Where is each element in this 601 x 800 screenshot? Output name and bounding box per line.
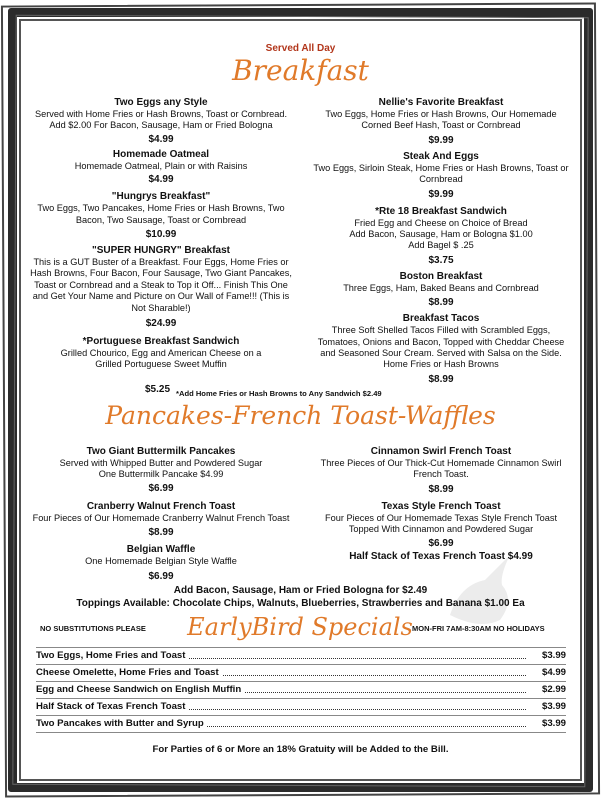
item-name: Cinnamon Swirl French Toast bbox=[370, 446, 512, 457]
earlybird-price: $4.99 bbox=[539, 665, 566, 681]
item-desc: Three Soft Shelled Tacos Filled with Scrambled Eggs, Tomatoes, Onions and Bacon, Topped with Cheddar Cheese and Seasoned Sour Cream. Served with Salsa on the Side. Home Fries or Hash Browns bbox=[317, 325, 565, 370]
item-name: "SUPER HUNGRY" Breakfast bbox=[91, 245, 231, 257]
item-price: $5.25 bbox=[145, 384, 171, 395]
earlybird-row bbox=[36, 699, 566, 715]
item-name: Two Eggs any Style bbox=[114, 97, 208, 108]
earlybird-hours: MON-FRI 7AM-8:30AM NO HOLIDAYS bbox=[412, 624, 545, 633]
earlybird-label: Egg and Cheese Sandwich on English Muffin bbox=[36, 682, 244, 698]
item-desc: This is a GUT Buster of a Breakfast. Four Eggs, Home Fries or Hash Browns, Four Bacon, Four Sausage, Two Giant Pancakes, Toast or Cornbread and a Steak to Top it Off... Finish This One and Get Your Name and Picture on Our Wall of Fame!!! (This is Not Sharable!) bbox=[30, 257, 292, 313]
item-desc: Four Pieces of Our Homemade Texas Style French Toast Topped With Cinnamon and Powdered Sugar bbox=[325, 512, 557, 535]
item-price: $8.99 bbox=[428, 483, 454, 495]
item-desc: One Homemade Belgian Style Waffle bbox=[85, 556, 237, 567]
item-price: $4.99 bbox=[148, 174, 174, 186]
item-price: $6.99 bbox=[148, 482, 174, 494]
item-name: *Portuguese Breakfast Sandwich bbox=[82, 336, 240, 348]
item-price: $6.99 bbox=[148, 570, 174, 582]
earlybird-row bbox=[36, 682, 566, 698]
item-price: $4.99 bbox=[148, 133, 174, 145]
item-price: $9.99 bbox=[428, 188, 454, 200]
item-price: $6.99 bbox=[428, 537, 454, 549]
item-price: $10.99 bbox=[145, 229, 177, 241]
item-desc: Two Eggs, Home Fries or Hash Browns, Our Homemade Corned Beef Hash, Toast or Cornbread bbox=[325, 109, 557, 131]
item-name: Boston Breakfast bbox=[399, 270, 483, 282]
earlybird-label: Two Pancakes with Butter and Syrup bbox=[36, 716, 207, 732]
earlybird-price: $3.99 bbox=[539, 699, 566, 715]
item-name: Cranberry Walnut French Toast bbox=[86, 500, 236, 512]
item-price: $8.99 bbox=[428, 373, 454, 385]
earlybird-price: $3.99 bbox=[539, 716, 566, 732]
sandwich-note: *Add Home Fries or Hash Browns to Any Sandwich $2.49 bbox=[176, 389, 382, 398]
breakfast-right-column bbox=[310, 97, 572, 386]
item-desc: Fried Egg and Cheese on Choice of Bread bbox=[354, 217, 528, 228]
breakfast-left-column bbox=[30, 97, 292, 371]
item-name: Homemade Oatmeal bbox=[112, 148, 210, 160]
item-desc-extra: One Buttermilk Pancake $4.99 bbox=[98, 469, 224, 480]
item-price: $24.99 bbox=[145, 318, 177, 330]
no-substitutions: NO SUBSTITUTIONS PLEASE bbox=[40, 624, 146, 633]
earlybird-row bbox=[36, 665, 566, 681]
item-desc: Four Pieces of Our Homemade Cranberry Walnut French Toast bbox=[32, 512, 290, 523]
earlybird-price: $3.99 bbox=[539, 648, 566, 664]
item-name: *Rte 18 Breakfast Sandwich bbox=[375, 205, 507, 217]
item-name: Nellie's Favorite Breakfast bbox=[378, 97, 504, 108]
item-desc: Grilled Chourico, Egg and American Cheese on a Grilled Portuguese Sweet Muffin bbox=[60, 348, 262, 370]
item-desc-extra: Add Bacon, Sausage, Ham or Bologna $1.00 bbox=[349, 229, 533, 240]
earlybird-title: EarlyBird Specials bbox=[187, 613, 413, 641]
item-desc: Two Eggs, Two Pancakes, Home Fries or Hash Browns, Two Bacon, Two Sausage, Toast or Cornbread bbox=[37, 203, 285, 225]
item-price: $3.75 bbox=[428, 254, 454, 266]
item-desc: Three Pieces of Our Thick-Cut Homemade Cinnamon Swirl French Toast. bbox=[320, 458, 562, 480]
item-price: $9.99 bbox=[428, 134, 454, 146]
item-price: $8.99 bbox=[428, 297, 454, 309]
earlybird-row bbox=[36, 716, 566, 732]
served-all-day: Served All Day bbox=[265, 43, 336, 54]
earlybird-price: $2.99 bbox=[539, 682, 566, 698]
earlybird-label: Half Stack of Texas French Toast bbox=[36, 699, 188, 715]
toppings: Toppings Available: Chocolate Chips, Walnuts, Blueberries, Strawberries and Banana $1.00 Ea bbox=[76, 598, 525, 609]
earlybird-label: Cheese Omelette, Home Fries and Toast bbox=[36, 665, 222, 681]
item-desc: Three Eggs, Ham, Baked Beans and Cornbread bbox=[343, 282, 539, 293]
item-name: Steak And Eggs bbox=[403, 150, 479, 162]
add-meats: Add Bacon, Sausage, Ham or Fried Bologna for $2.49 bbox=[173, 585, 428, 596]
item-name: Breakfast Tacos bbox=[402, 313, 480, 325]
earlybird-label: Two Eggs, Home Fries and Toast bbox=[36, 648, 188, 664]
half-stack-texas: Half Stack of Texas French Toast $4.99 bbox=[349, 550, 533, 562]
item-price: $8.99 bbox=[148, 527, 174, 539]
item-desc: Homemade Oatmeal, Plain or with Raisins bbox=[74, 160, 248, 171]
item-desc: Served with Whipped Butter and Powdered Sugar bbox=[59, 458, 263, 468]
item-name: "Hungrys Breakfast" bbox=[111, 191, 211, 203]
item-name: Two Giant Buttermilk Pancakes bbox=[86, 446, 236, 457]
item-name: Belgian Waffle bbox=[126, 544, 196, 556]
item-desc: Two Eggs, Sirloin Steak, Home Fries or Hash Browns, Toast or Cornbread bbox=[313, 162, 569, 185]
item-name: Texas Style French Toast bbox=[381, 500, 501, 512]
item-desc: Served with Home Fries or Hash Browns, Toast or Cornbread. Add $2.00 For Bacon, Sausage, Ham or Fried Bologna bbox=[34, 109, 288, 131]
pancakes-right-column bbox=[310, 446, 572, 563]
divider bbox=[36, 732, 566, 733]
earlybird-row bbox=[36, 648, 566, 664]
gratuity-note: For Parties of 6 or More an 18% Gratuity will be Added to the Bill. bbox=[152, 744, 449, 755]
pancakes-left-column bbox=[30, 446, 292, 583]
breakfast-title: Breakfast bbox=[232, 54, 369, 87]
pancakes-title: Pancakes-French Toast-Waffles bbox=[105, 401, 496, 430]
item-desc-extra: Add Bagel $ .25 bbox=[408, 240, 474, 251]
